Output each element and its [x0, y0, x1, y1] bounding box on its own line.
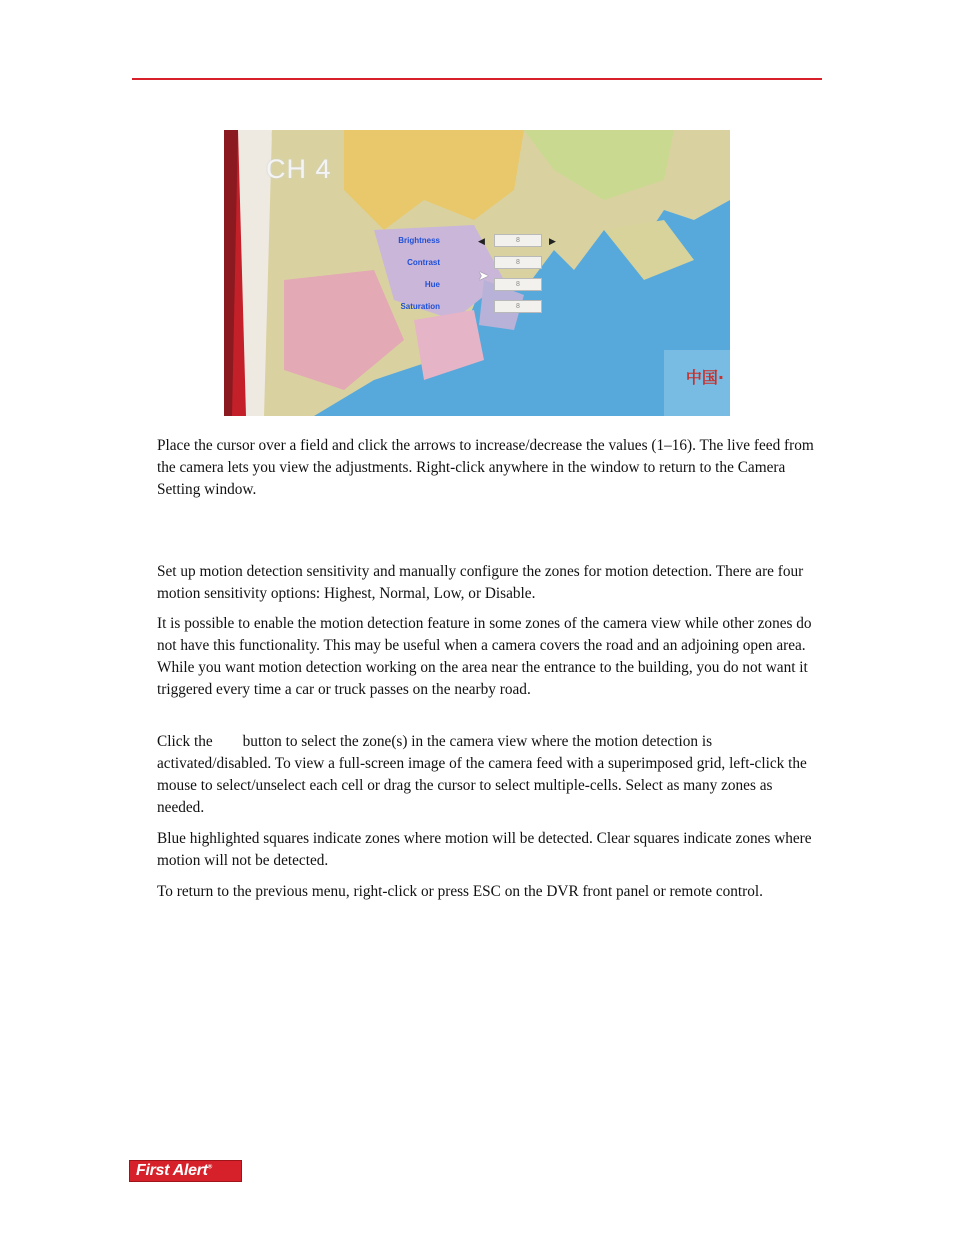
paragraph-select-zones [157, 731, 821, 819]
paragraph-adjust-values: Place the cursor over a field and click the arrows to increase/decrease the values (1–16). The live feed from the camera lets you view the adjustments. Right-click anywhere in the window to return to the Camera Setting window. [157, 437, 814, 498]
paragraph-select-zones-rest: button to select the zone(s) in the camera view where the motion detection is activated/disabled. To view a full-screen image of the camera feed with a superimposed grid, left-click the mouse to select/unselect each cell or drag the cursor to select multiple-cells. Select as many zones as needed. [157, 733, 807, 816]
contrast-field[interactable]: 8 [494, 256, 542, 269]
first-alert-logo [129, 1160, 242, 1182]
hue-row [374, 278, 704, 292]
channel-label: CH 4 [266, 154, 332, 184]
arrow-cursor-icon: ➤ [478, 268, 489, 283]
map-watermark: 中国· [685, 368, 724, 387]
saturation-row [374, 300, 704, 314]
logo-registered-mark: ® [207, 1164, 212, 1171]
decrease-arrow-icon[interactable]: ◀ [478, 236, 485, 246]
paragraph-highlighted-squares: Blue highlighted squares indicate zones where motion will be detected. Clear squares indicate zones where motion will not be detected. [157, 830, 812, 869]
hue-label: Hue [424, 280, 440, 289]
hue-field[interactable]: 8 [494, 278, 542, 291]
brightness-label: Brightness [398, 236, 440, 245]
header-rule [132, 78, 822, 80]
brightness-row [374, 234, 704, 248]
paragraph-return-menu: To return to the previous menu, right-click or press ESC on the DVR front panel or remote control. [157, 883, 763, 900]
paragraph-select-zones-start: Click the [157, 733, 213, 750]
brightness-field[interactable]: 8 [494, 234, 542, 247]
paragraph-motion-zones: It is possible to enable the motion detection feature in some zones of the camera view while other zones do not have this functionality. This may be useful when a camera covers the road and an adjoining open area. While you want motion detection working on the area near the entrance to the building, you do not want it triggered every time a car or truck passes on the nearby road. [157, 615, 812, 698]
saturation-field[interactable]: 8 [494, 300, 542, 313]
contrast-row [374, 256, 704, 270]
increase-arrow-icon[interactable]: ▶ [549, 236, 556, 246]
contrast-label: Contrast [407, 258, 440, 267]
paragraph-motion-sensitivity: Set up motion detection sensitivity and manually configure the zones for motion detection. There are four motion sensitivity options: Highest, Normal, Low, or Disable. [157, 563, 804, 602]
saturation-label: Saturation [400, 302, 440, 311]
camera-setting-screenshot [224, 130, 730, 416]
logo-text: First Alert [136, 1162, 208, 1179]
